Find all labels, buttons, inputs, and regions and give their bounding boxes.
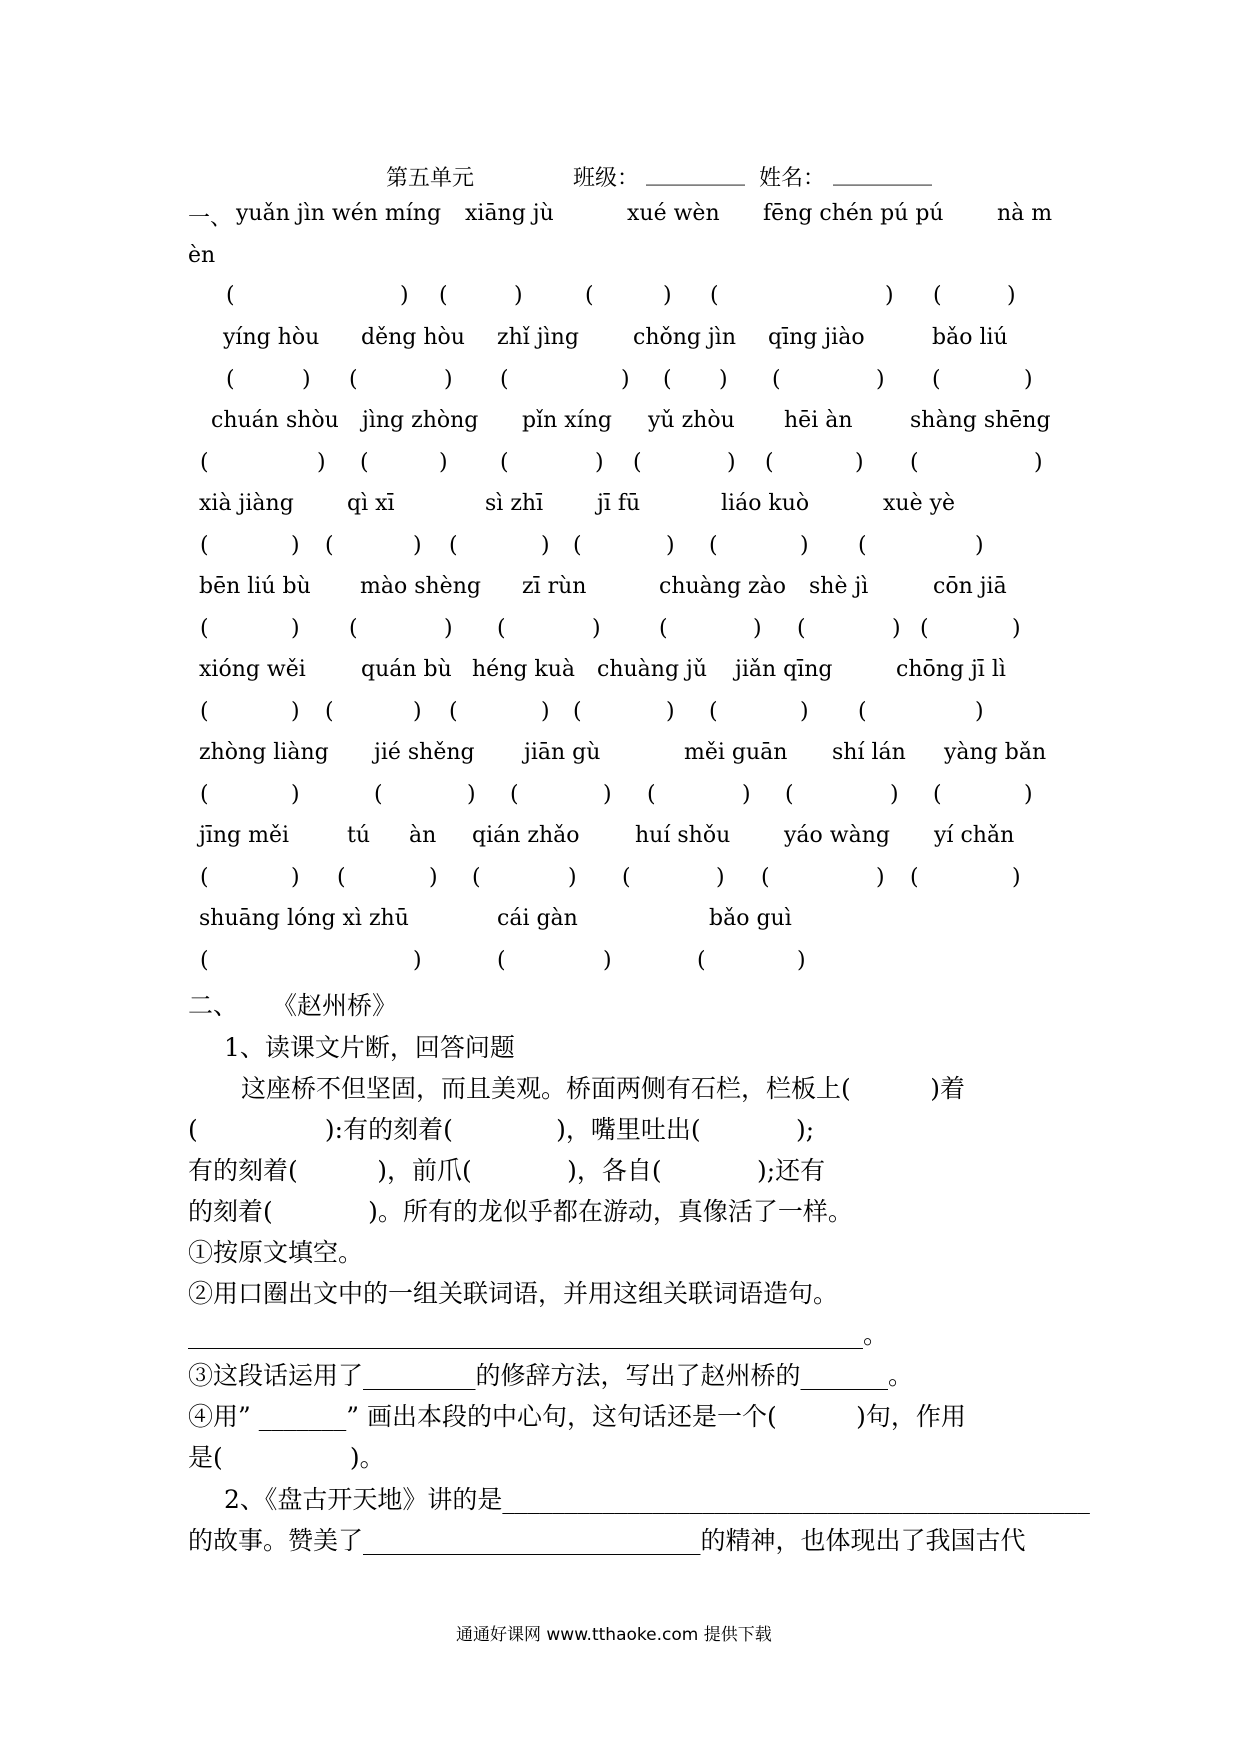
answer-paren: ( — [200, 948, 209, 973]
sub-question: 是( )。 — [188, 1443, 385, 1472]
pinyin-word: zhòng liàng — [199, 740, 329, 765]
answer-paren: ) — [975, 533, 984, 558]
answer-paren: ( — [659, 616, 668, 641]
passage-line: 有的刻着( )，前爪( )，各自( );还有 — [188, 1156, 826, 1185]
pinyin-word: jiān gù — [524, 740, 601, 765]
answer-paren: ) — [800, 699, 809, 724]
class-label: 班级： — [573, 166, 640, 191]
answer-paren: ( — [439, 283, 448, 308]
answer-paren: ) — [429, 865, 438, 890]
pinyin-word: mào shèng — [360, 574, 481, 599]
answer-paren: ) — [666, 699, 675, 724]
answer-paren: ) — [1034, 450, 1043, 475]
answer-paren: ( — [449, 533, 458, 558]
answer-paren: ( — [709, 699, 718, 724]
answer-paren: ) — [621, 367, 630, 392]
pinyin-word: yáo wàng — [784, 823, 890, 848]
answer-paren: ( — [497, 948, 506, 973]
pinyin-word: xióng wěi — [199, 657, 306, 682]
pinyin-word: sì zhī — [485, 491, 544, 516]
answer-paren: ) — [797, 948, 806, 973]
answer-paren: ( — [349, 616, 358, 641]
answer-paren: ( — [797, 616, 806, 641]
answer-paren: ) — [400, 283, 409, 308]
pinyin-word: cái gàn — [497, 906, 578, 931]
answer-paren: ) — [892, 616, 901, 641]
answer-paren: ( — [360, 450, 369, 475]
answer-paren: ) — [439, 450, 448, 475]
pinyin-word: chuàng jǔ — [597, 657, 708, 682]
name-blank: _________ — [833, 161, 932, 186]
pinyin-word: fēng chén pú pú — [763, 201, 944, 226]
answer-paren: ) — [595, 450, 604, 475]
pinyin-word: jìng zhòng — [362, 408, 479, 433]
answer-paren: ( — [200, 865, 209, 890]
pinyin-word: yíng hòu — [223, 325, 320, 350]
pinyin-word: zhǐ jìng — [497, 325, 579, 350]
class-blank: _________ — [646, 161, 745, 186]
answer-paren: ( — [449, 699, 458, 724]
question-title: 1、读课文片断，回答问题 — [224, 1033, 515, 1062]
answer-paren: ( — [200, 616, 209, 641]
answer-paren: ) — [716, 865, 725, 890]
pinyin-word: shàng shēng — [910, 408, 1051, 433]
answer-paren: ( — [200, 782, 209, 807]
passage-line: 的刻着( )。所有的龙似乎都在游动，真像活了一样。 — [188, 1197, 853, 1226]
pinyin-word: děng hòu — [361, 325, 465, 350]
pinyin-word: zī rùn — [522, 574, 587, 599]
answer-paren: ( — [374, 782, 383, 807]
answer-paren: ( — [858, 699, 867, 724]
answer-paren: ) — [291, 782, 300, 807]
answer-line: ______________________________________________________。 — [188, 1320, 889, 1349]
answer-paren: ) — [444, 616, 453, 641]
pinyin-word: liáo kuò — [721, 491, 810, 516]
question-title: 2、《盘古开天地》讲的是_______________________________________________ — [224, 1485, 1090, 1514]
answer-paren: ) — [568, 865, 577, 890]
answer-paren: ) — [592, 616, 601, 641]
answer-paren: ) — [413, 533, 422, 558]
pinyin-word: bǎo liú — [932, 325, 1008, 350]
answer-paren: ( — [325, 699, 334, 724]
pinyin-word: měi guān — [684, 740, 788, 765]
answer-paren: ) — [855, 450, 864, 475]
answer-paren: ( — [472, 865, 481, 890]
answer-paren: ) — [1012, 616, 1021, 641]
answer-paren: ( — [710, 283, 719, 308]
answer-paren: ( — [920, 616, 929, 641]
answer-paren: ) — [603, 948, 612, 973]
answer-paren: ( — [500, 450, 509, 475]
pinyin-word: xiāng jù — [465, 201, 554, 226]
passage-line: ( ):有的刻着( )，嘴里吐出( ); — [188, 1115, 815, 1144]
answer-paren: ( — [337, 865, 346, 890]
footer-credit: 通通好课网 www.tthaoke.com 提供下载 — [456, 1625, 772, 1645]
unit-title: 第五单元 — [386, 166, 475, 191]
answer-paren: ) — [663, 283, 672, 308]
question-line: 的故事。赞美了___________________________的精神，也体现出了我国古代 — [188, 1526, 1026, 1555]
answer-paren: ) — [467, 782, 476, 807]
pinyin-word: àn — [409, 823, 437, 848]
pinyin-word: yí chǎn — [934, 823, 1015, 848]
answer-paren: ) — [413, 699, 422, 724]
answer-paren: ( — [709, 533, 718, 558]
pinyin-word: yuǎn jìn wén míng — [236, 201, 442, 226]
pinyin-word: hēi àn — [784, 408, 853, 433]
answer-paren: ) — [1012, 865, 1021, 890]
pinyin-word: héng kuà — [472, 657, 576, 682]
pinyin-word: pǐn xíng — [522, 408, 612, 433]
sub-question: ④用” _______” 画出本段的中心句，这句话还是一个( )句，作用 — [188, 1402, 966, 1431]
answer-paren: ) — [291, 865, 300, 890]
answer-paren: ) — [1007, 283, 1016, 308]
sub-question: ②用口圈出文中的一组关联词语，并用这组关联词语造句。 — [188, 1279, 839, 1308]
name-label: 姓名： — [759, 166, 826, 191]
answer-paren: ( — [772, 367, 781, 392]
answer-paren: ) — [975, 699, 984, 724]
answer-paren: ) — [1024, 367, 1033, 392]
pinyin-word: huí shǒu — [635, 823, 731, 848]
section-label: 二、 — [188, 991, 239, 1020]
answer-paren: ( — [200, 450, 209, 475]
pinyin-word: chōng jī lì — [896, 657, 1006, 682]
answer-paren: ) — [444, 367, 453, 392]
answer-paren: ( — [663, 367, 672, 392]
answer-paren: ( — [226, 283, 235, 308]
answer-paren: ( — [585, 283, 594, 308]
answer-paren: ( — [325, 533, 334, 558]
answer-paren: ( — [573, 533, 582, 558]
answer-paren: ) — [291, 616, 300, 641]
answer-paren: ( — [349, 367, 358, 392]
answer-paren: ) — [890, 782, 899, 807]
pinyin-word: xué wèn — [627, 201, 720, 226]
pinyin-word: bēn liú bù — [199, 574, 311, 599]
answer-paren: ) — [291, 699, 300, 724]
pinyin-word: yàng bǎn — [944, 740, 1047, 765]
pinyin-word: xià jiàng — [199, 491, 294, 516]
answer-paren: ) — [291, 533, 300, 558]
pinyin-word: quán bù — [361, 657, 452, 682]
pinyin-word: nà m — [997, 201, 1053, 226]
answer-paren: ) — [1024, 782, 1033, 807]
answer-paren: ( — [200, 533, 209, 558]
answer-paren: ) — [742, 782, 751, 807]
pinyin-word: chǒng jìn — [633, 325, 737, 350]
answer-paren: ( — [510, 782, 519, 807]
answer-paren: ( — [910, 865, 919, 890]
lesson-title: 《赵州桥》 — [272, 991, 398, 1020]
sub-question: ③这段话运用了_________的修辞方法，写出了赵州桥的_______。 — [188, 1361, 914, 1390]
pinyin-word: qīng jiào — [768, 325, 865, 350]
answer-paren: ( — [573, 699, 582, 724]
answer-paren: ( — [226, 367, 235, 392]
answer-paren: ( — [697, 948, 706, 973]
pinyin-word: xuè yè — [883, 491, 956, 516]
pinyin-word: shí lán — [832, 740, 906, 765]
pinyin-word: jiǎn qīng — [735, 657, 833, 682]
answer-paren: ) — [603, 782, 612, 807]
pinyin-word: qì xī — [347, 491, 395, 516]
answer-paren: ) — [302, 367, 311, 392]
answer-paren: ) — [753, 616, 762, 641]
answer-paren: ) — [885, 283, 894, 308]
pinyin-word: jié shěng — [374, 740, 475, 765]
pinyin-word-wrap: èn — [188, 243, 216, 268]
section-label: 一、 — [188, 206, 233, 231]
passage-line: 这座桥不但坚固，而且美观。桥面两侧有石栏，栏板上( )着 — [241, 1074, 965, 1103]
answer-paren: ) — [800, 533, 809, 558]
pinyin-word: chuán shòu — [211, 408, 339, 433]
pinyin-word: qián zhǎo — [472, 823, 580, 848]
answer-paren: ( — [765, 450, 774, 475]
answer-paren: ( — [200, 699, 209, 724]
answer-paren: ( — [500, 367, 509, 392]
answer-paren: ( — [932, 367, 941, 392]
answer-paren: ) — [413, 948, 422, 973]
pinyin-word: tú — [347, 823, 371, 848]
pinyin-word: jī fū — [597, 491, 641, 516]
answer-paren: ( — [785, 782, 794, 807]
answer-paren: ( — [933, 283, 942, 308]
answer-paren: ( — [910, 450, 919, 475]
pinyin-word: chuàng zào — [659, 574, 786, 599]
answer-paren: ) — [727, 450, 736, 475]
answer-paren: ( — [647, 782, 656, 807]
pinyin-word: shè jì — [809, 574, 869, 599]
answer-paren: ( — [622, 865, 631, 890]
answer-paren: ) — [514, 283, 523, 308]
answer-paren: ( — [933, 782, 942, 807]
answer-paren: ) — [876, 865, 885, 890]
pinyin-word: jīng měi — [199, 823, 290, 848]
answer-paren: ) — [719, 367, 728, 392]
answer-paren: ( — [497, 616, 506, 641]
pinyin-word: shuāng lóng xì zhū — [199, 906, 409, 931]
sub-question: ①按原文填空。 — [188, 1238, 364, 1267]
answer-paren: ) — [317, 450, 326, 475]
pinyin-word: cōn jiā — [933, 574, 1007, 599]
answer-paren: ) — [541, 699, 550, 724]
answer-paren: ( — [761, 865, 770, 890]
answer-paren: ( — [633, 450, 642, 475]
answer-paren: ) — [876, 367, 885, 392]
pinyin-word: bǎo guì — [709, 906, 792, 931]
answer-paren: ) — [541, 533, 550, 558]
answer-paren: ) — [666, 533, 675, 558]
answer-paren: ( — [858, 533, 867, 558]
pinyin-word: yǔ zhòu — [648, 408, 735, 433]
